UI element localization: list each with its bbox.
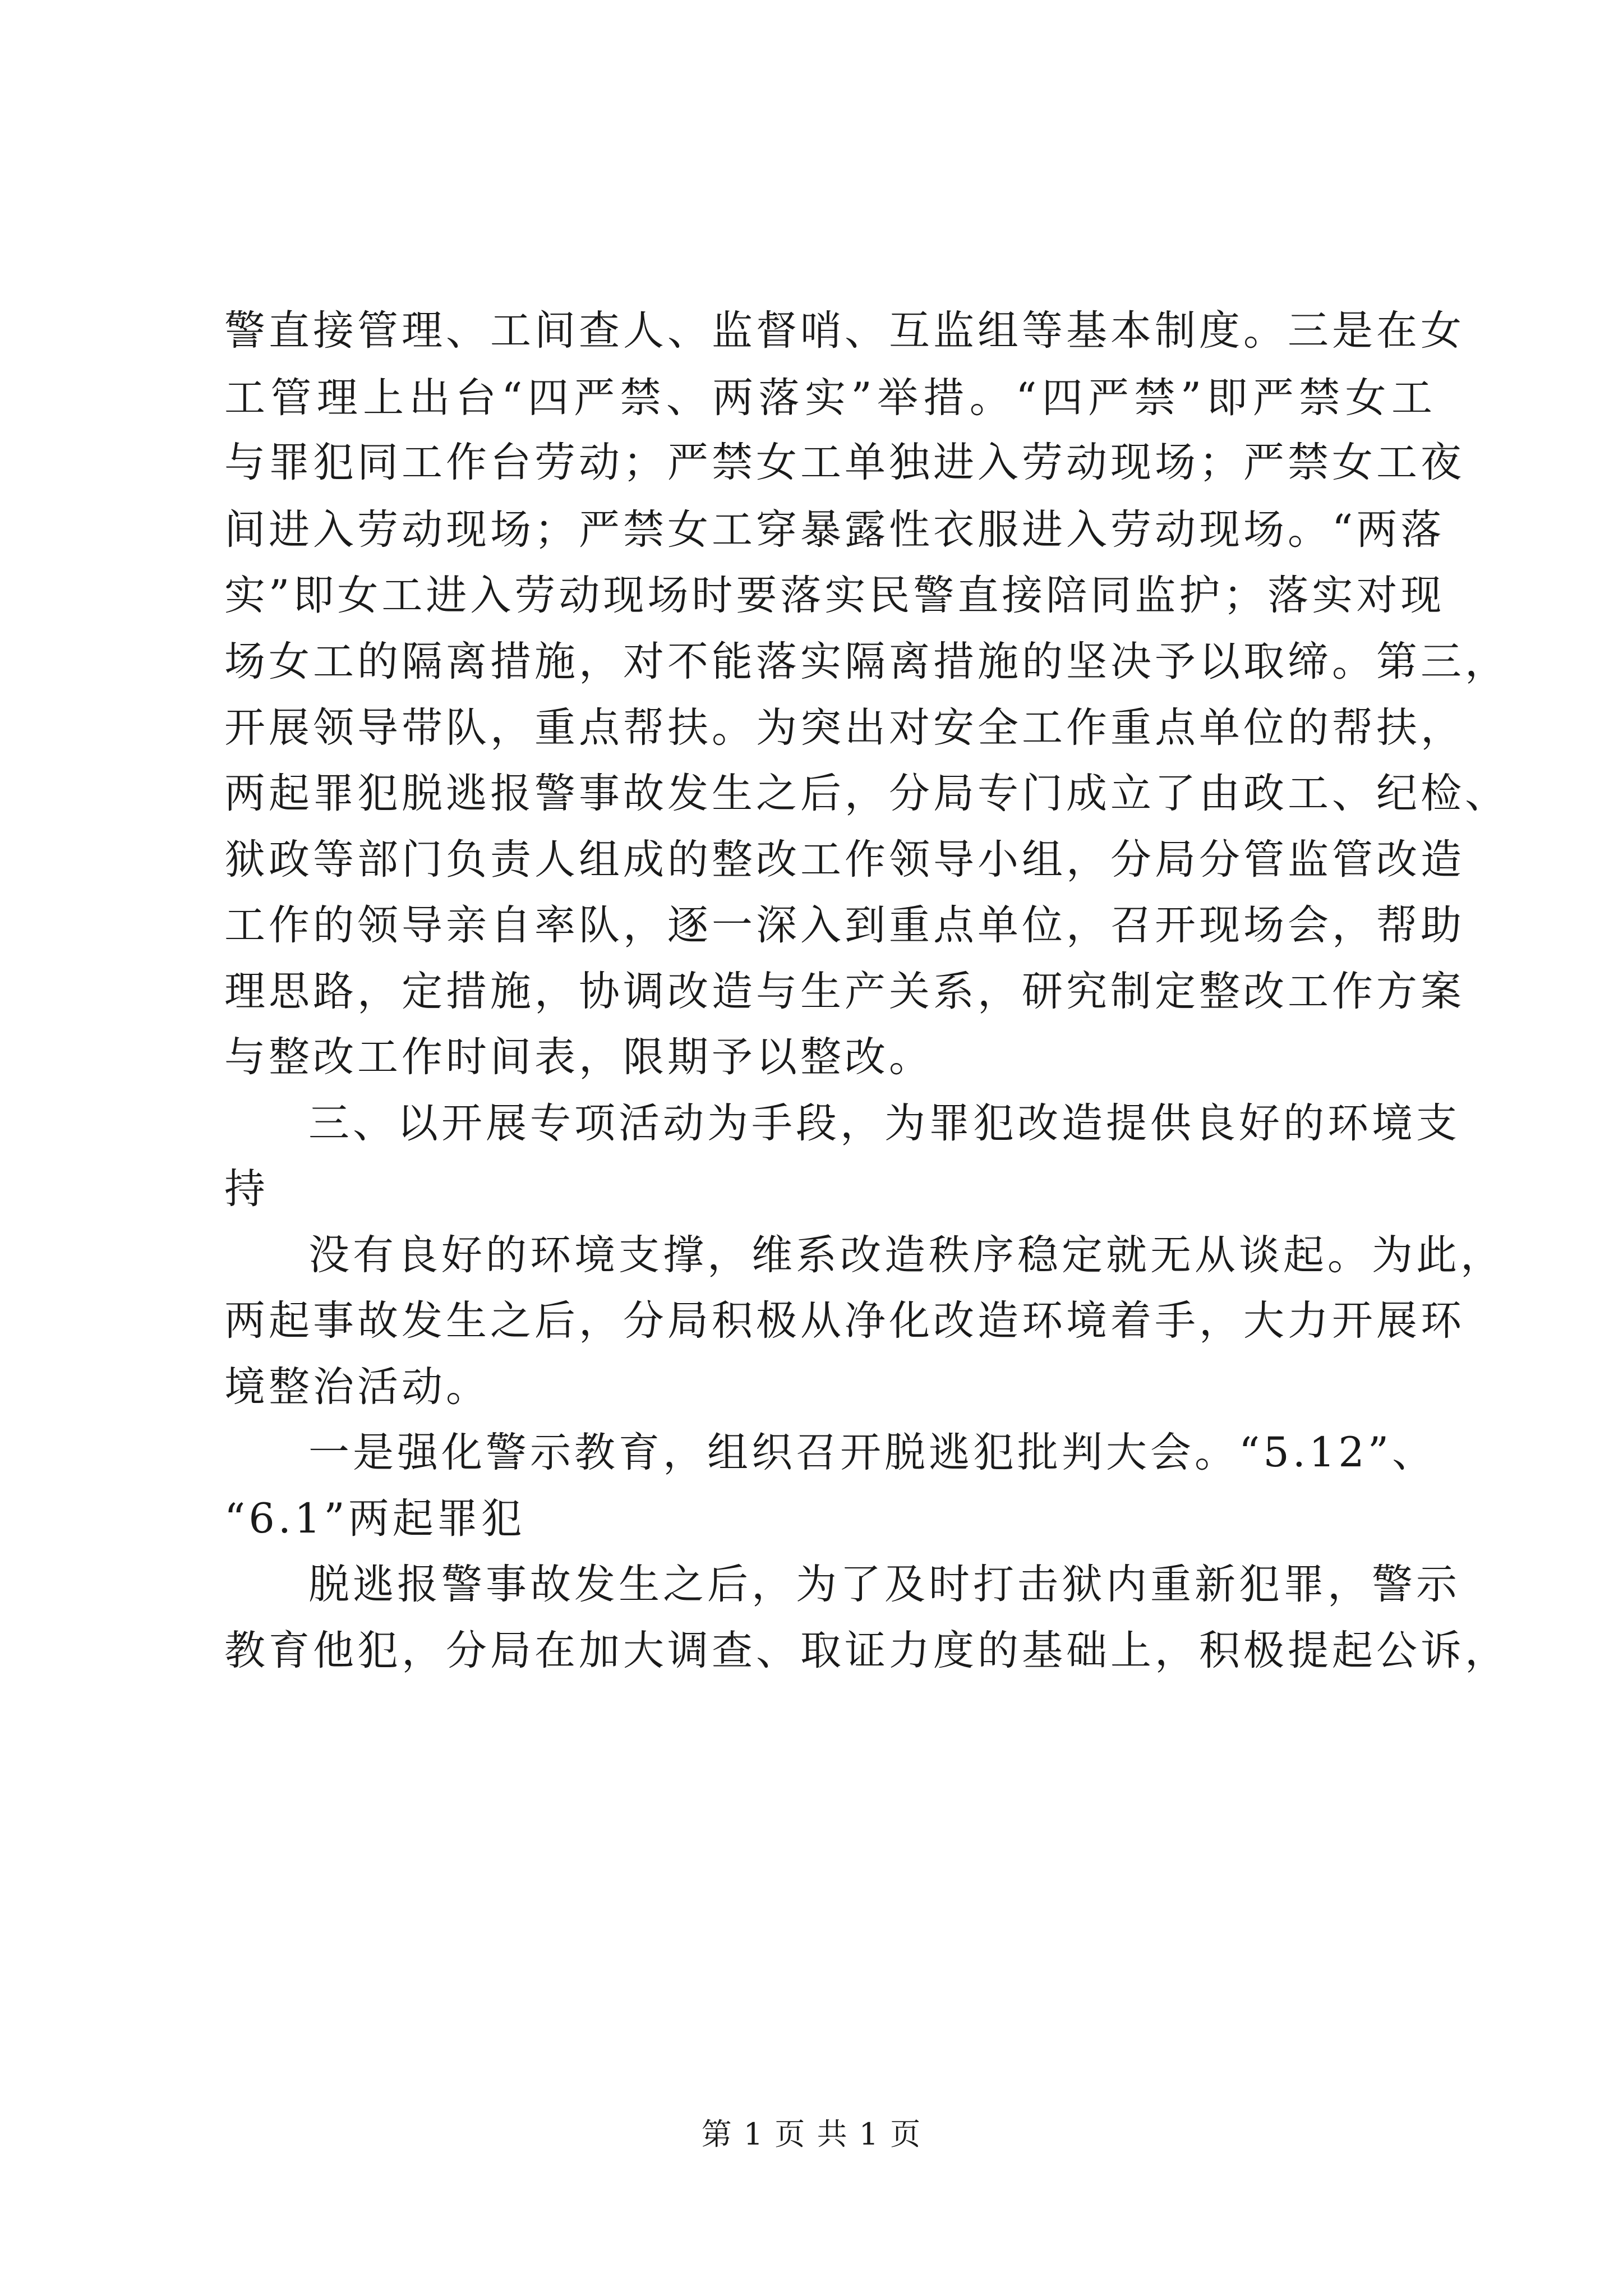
text-line: 两起事故发生之后，分局积极从净化改造环境着手，大力开展环 [224, 1297, 1465, 1345]
text-line: 警直接管理、工间查人、监督哨、互监组等基本制度。三是在女 [224, 307, 1465, 355]
section-heading-cont: 持 [224, 1165, 269, 1213]
text-line: 没有良好的环境支撑，维系改造秩序稳定就无从谈起。为此， [308, 1231, 1505, 1279]
text-line: 与整改工作时间表，限期予以整改。 [224, 1033, 933, 1081]
text-line: 脱逃报警事故发生之后，为了及时打击狱内重新犯罪，警示 [308, 1561, 1460, 1608]
text-line: “6.1”两起罪犯 [224, 1495, 525, 1543]
text-line: 实”即女工进入劳动现场时要落实民警直接陪同监护；落实对现 [224, 572, 1445, 619]
text-line: 两起罪犯脱逃报警事故发生之后，分局专门成立了由政工、纪检、 [224, 770, 1509, 817]
page-footer: 第 1 页 共 1 页 [701, 2116, 922, 2152]
text-line: 理思路，定措施，协调改造与生产关系，研究制定整改工作方案 [224, 968, 1465, 1015]
text-line: 工管理上出台“四严禁、两落实”举措。“四严禁”即严禁女工 [224, 374, 1436, 422]
text-line: 狱政等部门负责人组成的整改工作领导小组，分局分管监管改造 [224, 836, 1465, 884]
text-line: 间进入劳动现场；严禁女工穿暴露性衣服进入劳动现场。“两落 [224, 506, 1445, 554]
text-line: 与罪犯同工作台劳动；严禁女工单独进入劳动现场；严禁女工夜 [224, 439, 1465, 486]
text-line: 境整治活动。 [224, 1363, 490, 1411]
text-line: 开展领导带队，重点帮扶。为突出对安全工作重点单位的帮扶， [224, 704, 1465, 752]
text-line: 工作的领导亲自率队，逐一深入到重点单位，召开现场会，帮助 [224, 901, 1465, 949]
text-line: 一是强化警示教育，组织召开脱逃犯批判大会。“5.12”、 [308, 1429, 1437, 1476]
section-heading: 三、以开展专项活动为手段，为罪犯改造提供良好的环境支 [308, 1099, 1460, 1147]
text-line: 场女工的隔离措施，对不能落实隔离措施的坚决予以取缔。第三， [224, 638, 1509, 685]
text-line: 教育他犯，分局在加大调查、取证力度的基础上，积极提起公诉， [224, 1627, 1509, 1674]
